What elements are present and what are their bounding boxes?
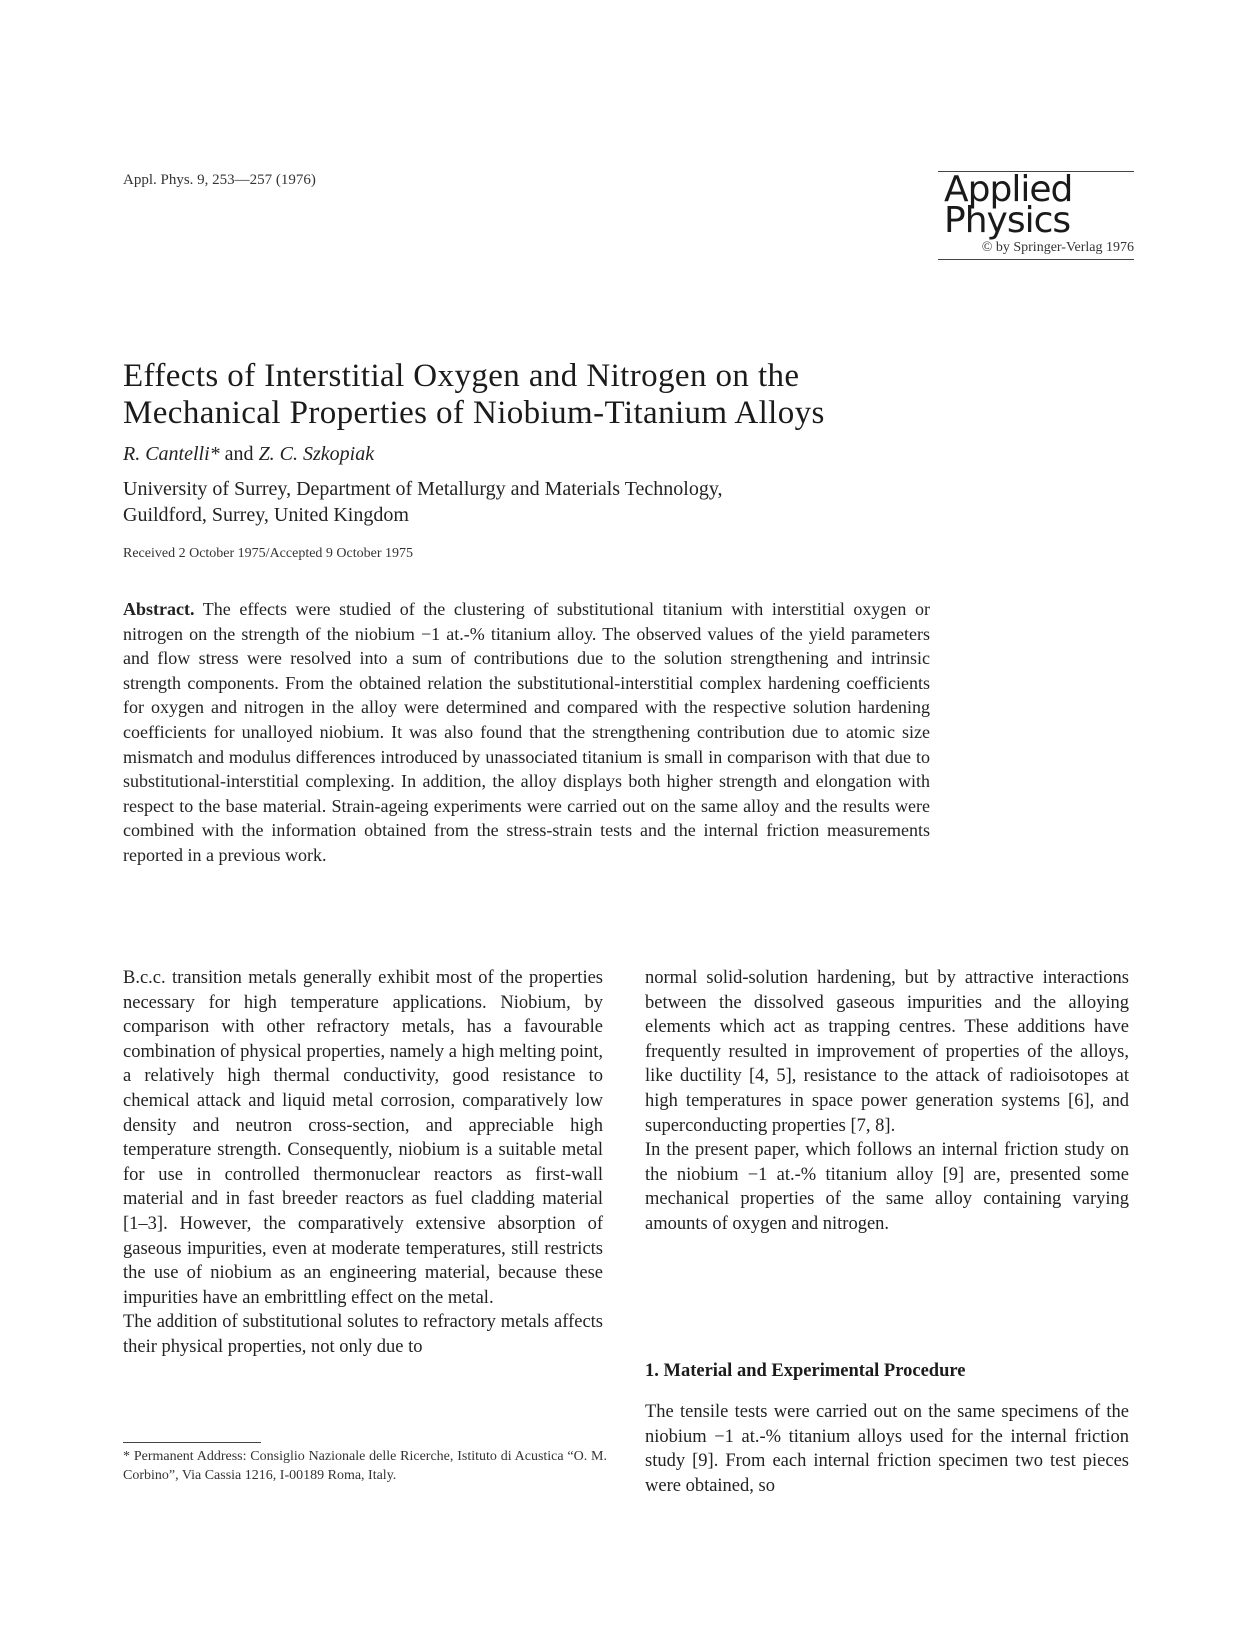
intro-paragraph-2: The addition of substitutional solutes to refractory metals affects their physical properties, not only due to xyxy=(123,1312,603,1357)
body-column-left xyxy=(123,966,603,1360)
intro-paragraph-1: B.c.c. transition metals generally exhibit most of the properties necessary for high temperature applications. Niobium, by comparison with other refractory metals, has a favourable combination of physical properties, namely a high melting point, a relatively high thermal conductivity, good resistance to chemical attack and liquid metal corrosion, comparatively low density and neutron cross-section, and appreciable high temperature strength. Consequently, niobium is a suitable metal for use in controlled thermonuclear reactors as first-wall material and in fast breeder reactors as fuel cladding material [1–3]. However, the comparatively extensive absorption of gaseous impurities, even at moderate temperatures, still restricts the use of niobium as an engineering material, because these impurities have an embrittling effect on the metal. xyxy=(123,968,603,1308)
affiliation-line-1: University of Surrey, Department of Metallurgy and Materials Technology, xyxy=(123,478,723,500)
abstract-text: The effects were studied of the clustering of substitutional titanium with interstitial oxygen or nitrogen on the strength of the niobium −1 at.-% titanium alloy. The observed values of the yield parameters and flow stress were resolved into a sum of contributions due to the solution strengthening and intrinsic strength components. From the obtained relation the substitutional-interstitial complex hardening coefficients for oxygen and nitrogen in the alloy were determined and compared with the respective solution hardening coefficients for unalloyed niobium. It was also found that the strengthening contribution due to atomic size mismatch and modulus differences introduced by unassociated titanium is small in comparison with that due to substitutional-interstitial complexing. In addition, the alloy displays both higher strength and elongation with respect to the base material. Strain-ageing experiments were carried out on the same alloy and the results were combined with the information obtained from the stress-strain tests and the internal friction measurements reported in a previous work. xyxy=(123,599,930,865)
logo-line-physics: Physics xyxy=(944,200,1071,241)
journal-logo xyxy=(938,169,1134,241)
section-1-paragraph: The tensile tests were carried out on the same specimens of the niobium −1 at.-% titanium alloys used for the internal friction study [9]. From each internal friction specimen two test pieces were obtained, so xyxy=(645,1402,1129,1496)
received-dates: Received 2 October 1975/Accepted 9 October 1975 xyxy=(123,546,414,561)
intro-paragraph-3: normal solid-solution hardening, but by attractive interactions between the dissolved gaseous impurities and the alloying elements which act as trapping centres. These additions have frequently resulted in improvement of properties of the alloys, like ductility [4, 5], resistance to the attack of radioisotopes at high temperatures in space power generation systems [6], and superconducting properties [7, 8]. xyxy=(645,968,1129,1136)
journal-brand xyxy=(938,171,1134,260)
footnote: * Permanent Address: Consiglio Nazionale delle Ricerche, Istituto di Acustica “O. M. Corbino”, Via Cassia 1216, I-00189 Roma, Italy. xyxy=(123,1449,607,1483)
author-list xyxy=(123,443,374,466)
abstract xyxy=(123,597,930,868)
footnote-rule xyxy=(123,1442,261,1443)
article-title xyxy=(123,358,1023,432)
affiliation xyxy=(123,476,723,528)
section-heading: 1. Material and Experimental Procedure xyxy=(645,1361,966,1381)
title-line-2: Mechanical Properties of Niobium-Titanium Alloys xyxy=(123,395,825,431)
abstract-label: Abstract. xyxy=(123,599,195,619)
title-line-1: Effects of Interstitial Oxygen and Nitrogen on the xyxy=(123,358,800,394)
copyright-notice: © by Springer-Verlag 1976 xyxy=(938,236,1134,260)
section-1-body xyxy=(645,1400,1129,1498)
intro-paragraph-4: In the present paper, which follows an internal friction study on the niobium −1 at.-% titanium alloy [9] are, presented some mechanical properties of the same alloy containing varying amounts of oxygen and nitrogen. xyxy=(645,1140,1129,1234)
journal-reference: Appl. Phys. 9, 253—257 (1976) xyxy=(123,172,316,188)
body-column-right xyxy=(645,966,1129,1237)
affiliation-line-2: Guildford, Surrey, United Kingdom xyxy=(123,504,409,526)
author-separator: and xyxy=(219,443,259,465)
author-szkopiak: Z. C. Szkopiak xyxy=(258,443,375,465)
author-cantelli: R. Cantelli* xyxy=(123,443,220,465)
logo-line-applied: Applied xyxy=(944,169,1073,210)
